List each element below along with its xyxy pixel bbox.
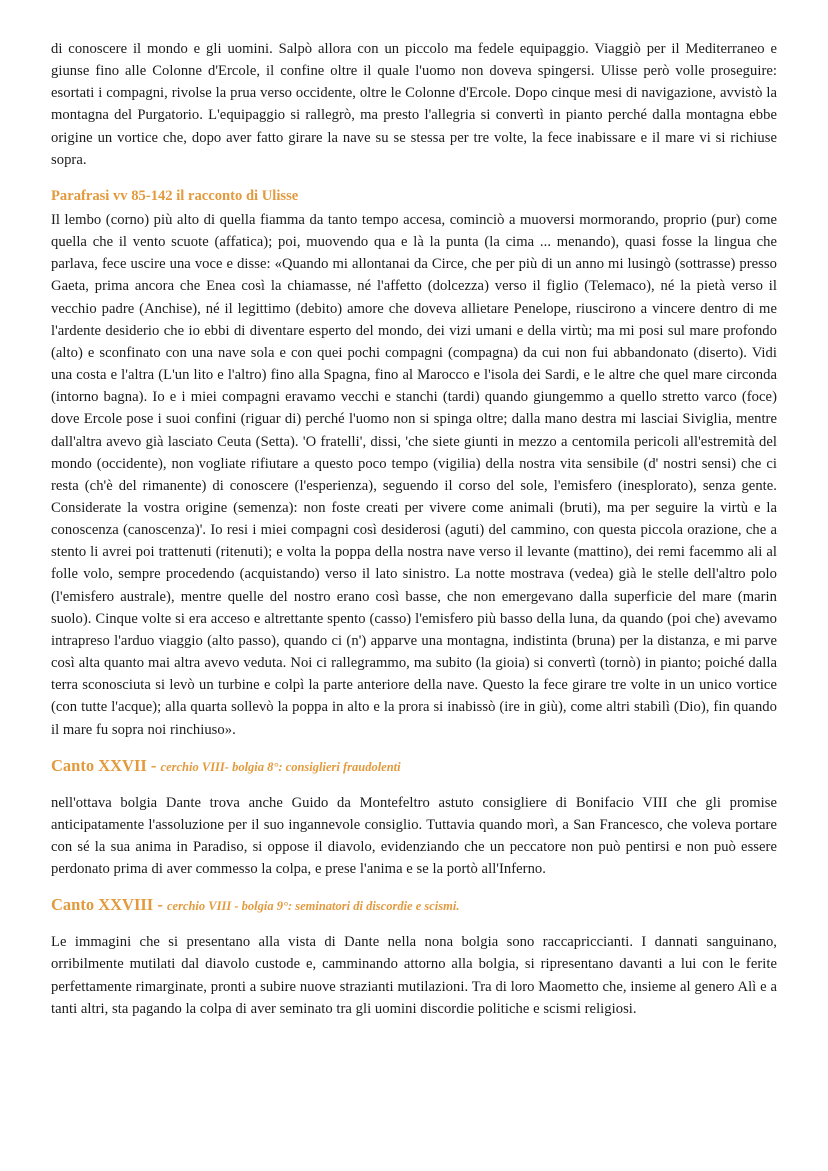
parafrasi-heading: Parafrasi vv 85-142 il racconto di Ulisse xyxy=(51,187,299,204)
canto-xxviii-subtitle: cerchio VIII - bolgia 9°: seminatori di discordie e scismi. xyxy=(166,899,460,914)
canto-xxviii-heading xyxy=(51,894,777,917)
canto-xxviii-text: Le immagini che si presentano alla vista di Dante nella nona bolgia sono raccapriccianti. I dannati sanguinano, orribilmente mutilati dal diavolo custode e, camminando attorno alla bolgia, si ripresentano davanti a lui con le ferite perfettamente rimarginate, pronti a subire nuove strazianti mutilazioni. Tra di loro Maometto che, insieme al genero Alì e a tanti altri, sta pagando la colpa di aver seminato tra gli uomini discordie politiche e scismi religiosi. xyxy=(51,934,777,1017)
canto-xxvii-text: nell'ottava bolgia Dante trova anche Guido da Montefeltro astuto consigliere di Bonifacio VIII che gli promise anticipatamente l'assoluzione per il suo ingannevole consiglio. Tuttavia quando morì, a San Francesco, che voleva portare con sé la sua anima in Paradiso, si oppose il diavolo, evidenziando che un peccatore non può pentirsi e non può essere perdonato prima di aver commesso la colpa, e prese l'anima e se la portò all'Inferno. xyxy=(51,794,777,878)
canto-xxvii-heading xyxy=(51,755,777,778)
document-page xyxy=(51,38,777,1020)
parafrasi-section xyxy=(51,185,777,741)
canto-xxvii-title: Canto XXVII - xyxy=(51,755,161,775)
intro-paragraph: di conoscere il mondo e gli uomini. Salpò allora con un piccolo ma fedele equipaggio. Viaggiò per il Mediterraneo e giunse fino alle Colonne d'Ercole, il confine oltre il quale l'uomo non doveva spingersi. Ulisse però volle proseguire: esortati i compagni, rivolse la prua verso occidente, oltre le Colonne d'Ercole. Dopo cinque mesi di navigazione, avvistò la montagna del Purgatorio. L'equipaggio si rallegrò, ma presto l'allegria si convertì in pianto perché dalla montagna ebbe origine un vortice che, dopo aver fatto girare la nave su se stessa per tre volte, la fece inabissare e il mare vi si richiuse sopra. xyxy=(51,41,777,168)
canto-xxviii-section xyxy=(51,894,777,1020)
canto-xxvii-section xyxy=(51,755,777,881)
canto-xxvii-subtitle: cerchio VIII- bolgia 8°: consiglieri fraudolenti xyxy=(160,759,401,774)
canto-xxviii-title: Canto XXVIII - xyxy=(51,895,167,915)
parafrasi-text: Il lembo (corno) più alto di quella fiamma da tanto tempo accesa, cominciò a muoversi mormorando, proprio (pur) come quella che il vento scuote (affatica); poi, muovendo qua e là la punta (la cima ... menando), quasi fosse la lingua che parlava, fece uscire una voce e disse: «Quando mi allontanai da Circe, che per più di un anno mi lusingò (sottrasse) presso Gaeta, prima ancora che Enea così la chiamasse, né l'affetto (dolcezza) verso il figlio (Telemaco), né la pietà verso il vecchio padre (Anchise), né il legittimo (debito) amore che doveva allietare Penelope, riuscirono a vincere dentro di me l'ardente desiderio che io ebbi di diventare esperto del mondo, dei vizi umani e della virtù; ma mi posi sul mare profondo (alto) e sconfinato con una nave sola e con quei pochi compagni (compagna) da cui non fui abbandonato (diserto). Vidi una costa e l'altra (L'un lito e l'altro) fino alla Spagna, fino al Marocco e l'isola dei Sardi, e le altre che quel mare circonda (intorno bagna). Io e i miei compagni eravamo vecchi e stanchi (tardi) quando giungemmo a quello stretto varco (foce) dove Ercole pose i suoi confini (riguar di) perché l'uomo non si spinga oltre; dalla mano destra mi lasciai Siviglia, mentre dall'altra avevo già lasciato Ceuta (Setta). 'O fratelli', dissi, 'che siete giunti in mezzo a centomila pericoli all'estremità del mondo (occidente), non vogliate rifiutare a questo poco tempo (vigilia) della nostra vita sensibile (d' nostri sensi) che ci resta (ch'è del rimanente) di conoscere (l'esperienza), seguendo il corso del sole, l'emisfero (inesplorato), senza gente. Considerate la vostra origine (semenza): non foste creati per vivere come animali (bruti), ma per seguire la virtù e la conoscenza (canoscenza)'. Io resi i miei compagni così desiderosi (aguti) del cammino, con questa piccola orazione, che a stento li avrei poi trattenuti (ritenuti); e volta la poppa della nostra nave verso il levante (mattino), dei remi facemmo ali al folle volo, sempre procedendo (acquistando) verso il lato sinistro. La notte mostrava (vedea) già le stelle dell'altro polo (l'emisfero australe), mentre quelle del nostro erano così basse, che non emergevano dalla superficie del mare (marin suolo). Cinque volte si era acceso e altrettante spento (casso) l'emisfero più basso della luna, da quando (poi che) avevamo intrapreso l'arduo viaggio (alto passo), quando ci (n') apparve una montagna, indistinta (bruna) per la distanza, e mi parve così alta quanto mai altra avevo veduta. Noi ci rallegrammo, ma subito (la gioia) si convertì (tornò) in pianto; poiché dalla terra sconosciuta si levò un turbine e colpì la parte anteriore della nave. Questo la fece girare tre volte in un unico vortice (con tutte l'acque); alla quarta sollevò la poppa in alto e la prora si inabissò (ire in giù), come altri stabilì (Dio), fin quando il mare fu sopra noi rinchiuso». xyxy=(51,211,777,738)
